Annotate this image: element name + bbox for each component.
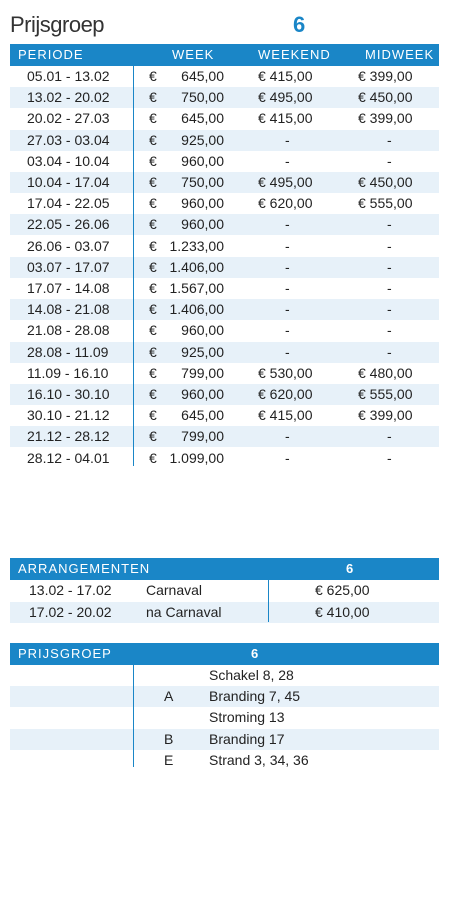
currency-symbol: € xyxy=(149,152,157,169)
currency-symbol: € xyxy=(149,89,157,106)
column-header-periode: PERIODE xyxy=(18,47,84,62)
week-price-cell: 925,00 xyxy=(181,131,224,148)
currency-symbol: € xyxy=(149,195,157,212)
midweek-price-cell: - xyxy=(387,131,392,148)
midweek-price-cell: - xyxy=(387,237,392,254)
midweek-price-cell: - xyxy=(387,343,392,360)
table-row xyxy=(10,257,439,278)
table-row xyxy=(10,363,439,384)
periode-cell: 27.03 - 03.04 xyxy=(27,131,110,148)
midweek-price-cell: - xyxy=(387,258,392,275)
midweek-price-cell: € 555,00 xyxy=(358,386,413,402)
table-row xyxy=(10,342,439,363)
periode-cell: 17.02 - 20.02 xyxy=(29,603,112,620)
periode-cell: 10.04 - 17.04 xyxy=(27,174,110,190)
week-price-cell: 645,00 xyxy=(181,407,224,424)
price-table-header xyxy=(10,44,439,66)
table-row xyxy=(10,151,439,172)
midweek-price-cell: - xyxy=(387,322,392,339)
arrangement-name: Carnaval xyxy=(146,582,203,598)
table-row xyxy=(10,686,439,707)
table-row xyxy=(10,214,439,235)
table-row xyxy=(10,172,439,193)
currency-symbol: € xyxy=(149,280,157,296)
prijsgroep-title: PRIJSGROEP xyxy=(18,646,112,661)
week-price-cell: 750,00 xyxy=(181,89,224,106)
group-code: E xyxy=(164,751,174,768)
periode-cell: 17.04 - 22.05 xyxy=(27,195,110,212)
periode-cell: 17.07 - 14.08 xyxy=(27,280,110,296)
weekend-price-cell: - xyxy=(285,449,290,466)
accommodation-name: Stroming 13 xyxy=(209,709,285,726)
table-row xyxy=(10,299,439,320)
week-price-cell: 750,00 xyxy=(181,174,224,190)
weekend-price-cell: - xyxy=(285,428,290,445)
week-price-cell: 1.567,00 xyxy=(169,280,224,296)
midweek-price-cell: € 450,00 xyxy=(358,89,413,106)
periode-cell: 03.07 - 17.07 xyxy=(27,258,110,275)
group-code: A xyxy=(164,688,174,705)
week-price-cell: 799,00 xyxy=(181,364,224,381)
column-divider xyxy=(268,580,269,622)
midweek-price-cell: - xyxy=(387,428,392,445)
accommodation-name: Schakel 8, 28 xyxy=(209,667,294,683)
midweek-price-cell: - xyxy=(387,152,392,169)
currency-symbol: € xyxy=(149,174,157,190)
page-title: Prijsgroep xyxy=(10,12,105,37)
week-price-cell: 925,00 xyxy=(181,343,224,360)
periode-cell: 21.08 - 28.08 xyxy=(27,322,110,339)
table-row xyxy=(10,750,439,771)
currency-symbol: € xyxy=(149,343,157,360)
midweek-price-cell: - xyxy=(387,280,392,296)
currency-symbol: € xyxy=(149,110,157,127)
weekend-price-cell: - xyxy=(285,131,290,148)
weekend-price-cell: € 415,00 xyxy=(258,68,313,84)
week-price-cell: 960,00 xyxy=(181,152,224,169)
arrangementen-header xyxy=(10,558,439,580)
weekend-price-cell: € 415,00 xyxy=(258,110,313,127)
periode-cell: 28.08 - 11.09 xyxy=(27,343,109,360)
table-row xyxy=(10,384,439,405)
week-price-cell: 1.233,00 xyxy=(169,237,224,254)
weekend-price-cell: € 620,00 xyxy=(258,195,313,212)
midweek-price-cell: € 399,00 xyxy=(358,68,413,84)
table-row xyxy=(10,426,439,447)
periode-cell: 28.12 - 04.01 xyxy=(27,449,110,466)
arrangementen-title: ARRANGEMENTEN xyxy=(18,561,151,576)
periode-cell: 26.06 - 03.07 xyxy=(27,237,110,254)
weekend-price-cell: € 620,00 xyxy=(258,386,313,402)
column-header-midweek: MIDWEEK xyxy=(365,47,435,62)
arrangementen-group: 6 xyxy=(346,561,355,576)
accommodation-name: Branding 7, 45 xyxy=(209,688,301,705)
table-row xyxy=(10,665,439,686)
table-row xyxy=(10,580,439,601)
table-row xyxy=(10,707,439,728)
table-row xyxy=(10,87,439,108)
column-divider xyxy=(133,66,134,466)
table-row xyxy=(10,236,439,257)
currency-symbol: € xyxy=(149,322,157,339)
weekend-price-cell: - xyxy=(285,301,290,318)
table-row xyxy=(10,448,439,469)
table-row xyxy=(10,66,439,87)
periode-cell: 14.08 - 21.08 xyxy=(27,301,110,318)
currency-symbol: € xyxy=(149,449,157,466)
periode-cell: 03.04 - 10.04 xyxy=(27,152,110,169)
group-number: 6 xyxy=(293,12,306,37)
currency-symbol: € xyxy=(149,237,157,254)
week-price-cell: 960,00 xyxy=(181,216,224,233)
periode-cell: 13.02 - 17.02 xyxy=(29,582,112,598)
weekend-price-cell: € 530,00 xyxy=(258,364,313,381)
week-price-cell: 645,00 xyxy=(181,110,224,127)
currency-symbol: € xyxy=(149,407,157,424)
currency-symbol: € xyxy=(149,428,157,445)
currency-symbol: € xyxy=(149,364,157,381)
week-price-cell: 960,00 xyxy=(181,386,224,402)
periode-cell: 11.09 - 16.10 xyxy=(27,364,109,381)
midweek-price-cell: - xyxy=(387,216,392,233)
midweek-price-cell: € 480,00 xyxy=(358,364,413,381)
weekend-price-cell: - xyxy=(285,237,290,254)
table-row xyxy=(10,193,439,214)
week-price-cell: 1.406,00 xyxy=(169,301,224,318)
table-row xyxy=(10,108,439,129)
currency-symbol: € xyxy=(149,301,157,318)
table-row xyxy=(10,320,439,341)
week-price-cell: 799,00 xyxy=(181,428,224,445)
weekend-price-cell: - xyxy=(285,322,290,339)
periode-cell: 13.02 - 20.02 xyxy=(27,89,110,106)
currency-symbol: € xyxy=(149,131,157,148)
week-price-cell: 960,00 xyxy=(181,195,224,212)
prijsgroep-header xyxy=(10,643,439,665)
arrangement-price: € 625,00 xyxy=(315,582,370,598)
arrangement-name: na Carnaval xyxy=(146,603,222,620)
currency-symbol: € xyxy=(149,216,157,233)
currency-symbol: € xyxy=(149,386,157,402)
periode-cell: 16.10 - 30.10 xyxy=(27,386,110,402)
table-row xyxy=(10,278,439,299)
table-row xyxy=(10,602,439,623)
accommodation-name: Branding 17 xyxy=(209,730,285,747)
midweek-price-cell: - xyxy=(387,301,392,318)
periode-cell: 05.01 - 13.02 xyxy=(27,68,110,84)
periode-cell: 30.10 - 21.12 xyxy=(27,407,110,424)
periode-cell: 21.12 - 28.12 xyxy=(27,428,110,445)
weekend-price-cell: - xyxy=(285,216,290,233)
weekend-price-cell: - xyxy=(285,152,290,169)
page-header xyxy=(10,8,440,40)
week-price-cell: 1.099,00 xyxy=(169,449,224,466)
table-row xyxy=(10,729,439,750)
week-price-cell: 960,00 xyxy=(181,322,224,339)
midweek-price-cell: € 399,00 xyxy=(358,407,413,424)
weekend-price-cell: € 495,00 xyxy=(258,174,313,190)
midweek-price-cell: € 450,00 xyxy=(358,174,413,190)
periode-cell: 22.05 - 26.06 xyxy=(27,216,110,233)
weekend-price-cell: - xyxy=(285,343,290,360)
midweek-price-cell: - xyxy=(387,449,392,466)
midweek-price-cell: € 555,00 xyxy=(358,195,413,212)
weekend-price-cell: € 495,00 xyxy=(258,89,313,106)
periode-cell: 20.02 - 27.03 xyxy=(27,110,110,127)
currency-symbol: € xyxy=(149,68,157,84)
accommodation-name: Strand 3, 34, 36 xyxy=(209,751,309,768)
table-row xyxy=(10,405,439,426)
table-row xyxy=(10,130,439,151)
group-code: B xyxy=(164,730,174,747)
midweek-price-cell: € 399,00 xyxy=(358,110,413,127)
week-price-cell: 1.406,00 xyxy=(169,258,224,275)
weekend-price-cell: - xyxy=(285,258,290,275)
weekend-price-cell: € 415,00 xyxy=(258,407,313,424)
currency-symbol: € xyxy=(149,258,157,275)
weekend-price-cell: - xyxy=(285,280,290,296)
prijsgroep-group: 6 xyxy=(251,646,260,661)
arrangement-price: € 410,00 xyxy=(315,603,370,620)
column-header-weekend: WEEKEND xyxy=(258,47,331,62)
column-header-week: WEEK xyxy=(172,47,215,62)
column-divider xyxy=(133,665,134,767)
week-price-cell: 645,00 xyxy=(181,68,224,84)
